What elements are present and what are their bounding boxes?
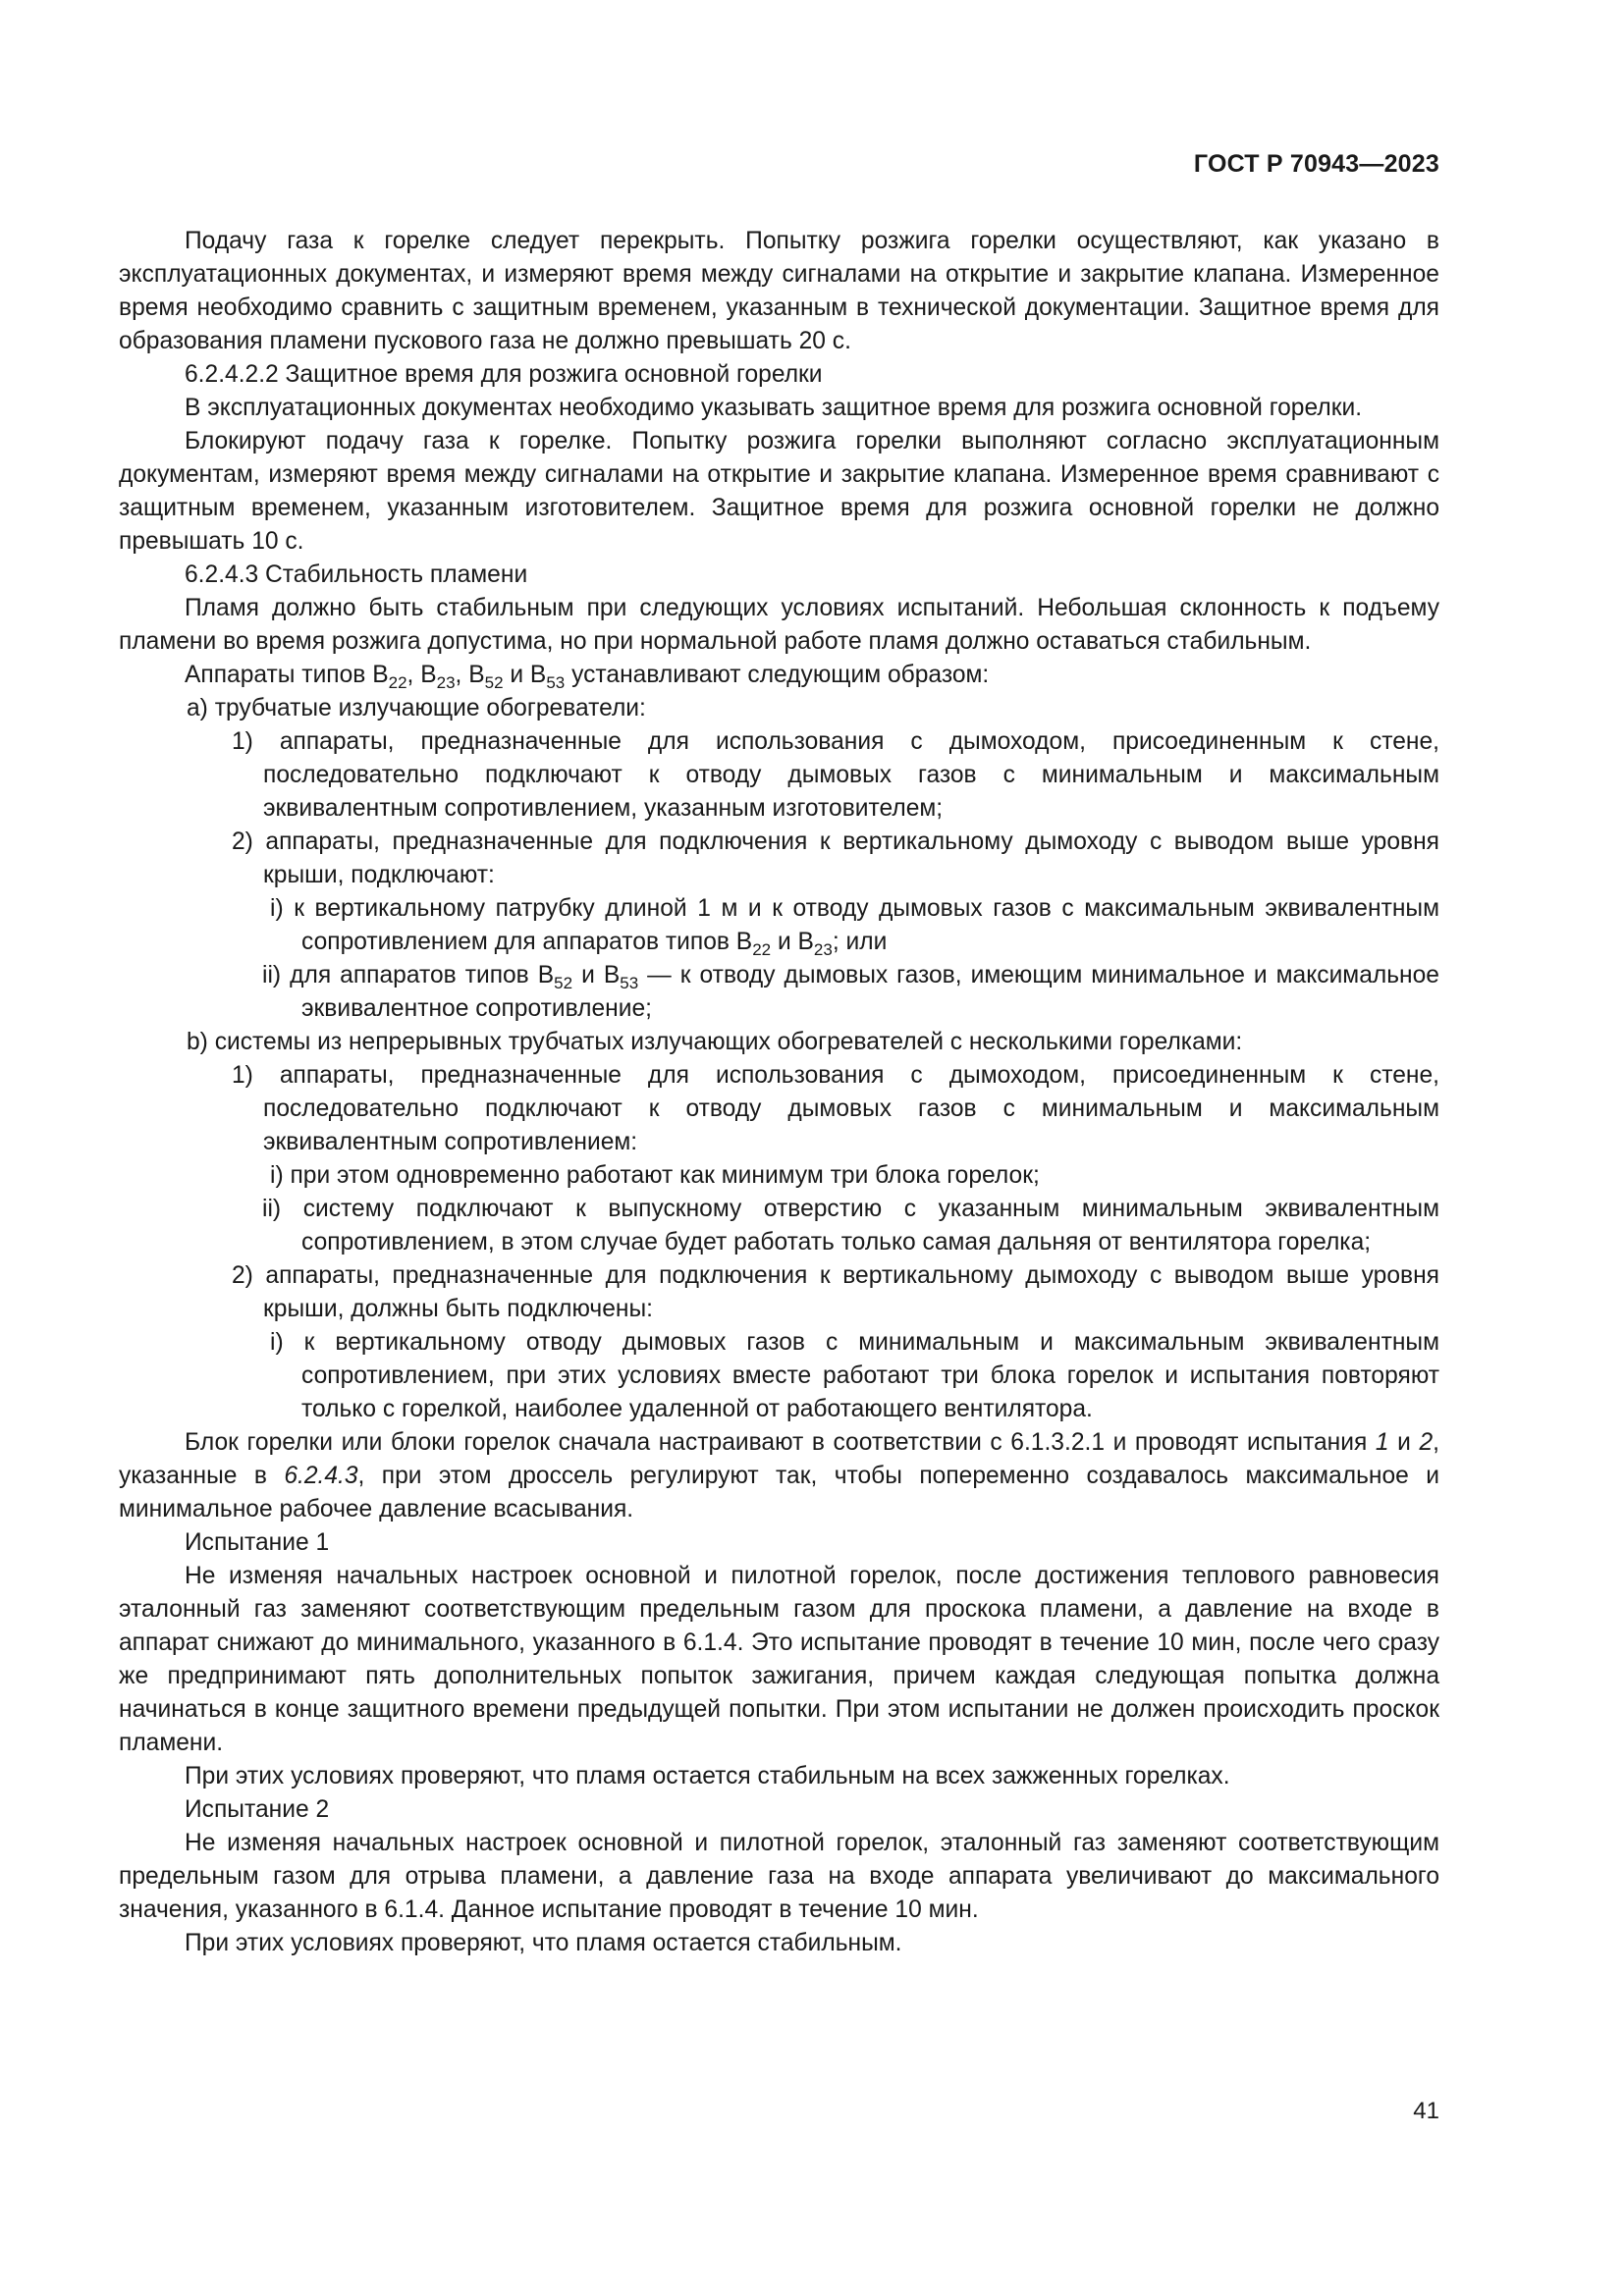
list-item-a-1: 1) аппараты, предназначенные для использования с дымоходом, присоединенным к стене, последовательно подключают к отводу дымовых газов с минимальным и максимальным эквивалентным сопротивлением, указанным изготовителем; [232, 728, 1439, 822]
paragraph-test-2: Не изменяя начальных настроек основной и пилотной горелок, эталонный газ заменяют соответствующим предельным газом для отрыва пламени, а давление газа на входе аппарата увеличивают до максимального значения, указанного в 6.1.4. Данное испытание проводят в течение 10 мин. [119, 1830, 1439, 1923]
document-body [119, 225, 1439, 1960]
paragraph-burner-setup: Блок горелки или блоки горелок сначала настраивают в соответствии с 6.1.3.2.1 и проводят испытания 1 и 2, указанные в 6.2.4.3, при этом дроссель регулируют так, чтобы попеременно создавалось максимальное и минимальное рабочее давление всасывания. [119, 1429, 1439, 1522]
paragraph-flame-stability: Пламя должно быть стабильным при следующих условиях испытаний. Небольшая склонность к подъему пламени во время розжига допустима, но при нормальной работе пламя должно оставаться стабильным. [119, 595, 1439, 655]
list-item-b: b) системы из непрерывных трубчатых излучающих обогревателей с несколькими горелками: [187, 1029, 1243, 1055]
paragraph-appliance-types: Аппараты типов $В_{22}$, $В_{23}$, $В_{52}$ и $В_{53}$ устанавливают следующим образом: [185, 662, 990, 692]
test-2-heading: Испытание 2 [185, 1796, 330, 1823]
test-1-heading: Испытание 1 [185, 1529, 330, 1556]
list-item-a-2: 2) аппараты, предназначенные для подключения к вертикальному дымоходу с выводом выше уровня крыши, подключают: [232, 828, 1439, 888]
list-item-a: а) трубчатые излучающие обогреватели: [187, 695, 646, 721]
list-item-b-1: 1) аппараты, предназначенные для использования с дымоходом, присоединенным к стене, последовательно подключают к отводу дымовых газов с минимальным и максимальным эквивалентным сопротивлением: [232, 1062, 1439, 1155]
list-item-b-2-i: i) к вертикальному отводу дымовых газов с минимальным и максимальным эквивалентным сопротивлением, при этих условиях вместе работают три блока горелок и испытания повторяют только с горелкой, наиболее удаленной от работающего вентилятора. [270, 1329, 1439, 1422]
section-heading-6-2-4-3: 6.2.4.3 Стабильность пламени [185, 561, 528, 588]
paragraph-test-2-check: При этих условиях проверяют, что пламя остается стабильным. [185, 1930, 902, 1956]
paragraph-test-1: Не изменяя начальных настроек основной и пилотной горелок, после достижения теплового равновесия эталонный газ заменяют соответствующим предельным газом для проскока пламени, а давление на входе в аппарат снижают до минимального, указанного в 6.1.4. Это испытание проводят в течение 10 мин, после чего сразу же предпринимают пять дополнительных попыток зажигания, причем каждая следующая попытка должна начинаться в конце защитного времени предыдущей попытки. При этом испытании не должен происходить проскок пламени. [119, 1563, 1439, 1756]
paragraph-test-1-check: При этих условиях проверяют, что пламя остается стабильным на всех зажженных горелках. [185, 1763, 1230, 1789]
section-heading-6-2-4-2-2: 6.2.4.2.2 Защитное время для розжига основной горелки [185, 361, 823, 388]
list-item-b-2: 2) аппараты, предназначенные для подключения к вертикальному дымоходу с выводом выше уровня крыши, должны быть подключены: [232, 1262, 1439, 1322]
paragraph-safety-time-docs: В эксплуатационных документах необходимо указывать защитное время для розжига основной горелки. [185, 395, 1363, 421]
page-number: 41 [1413, 2098, 1439, 2124]
list-item-a-2-ii: ii) для аппаратов типов $В_{52}$ и $В_{53}$ — к отводу дымовых газов, имеющим минимальное и максимальное эквивалентное сопротивление; [262, 962, 1439, 1022]
list-item-a-2-i: i) к вертикальному патрубку длиной 1 м и к отводу дымовых газов с максимальным эквивалентным сопротивлением для аппаратов типов $В_{22}$ и $В_{23}$; или [270, 895, 1439, 959]
list-item-b-1-ii: ii) систему подключают к выпускному отверстию с указанным минимальным эквивалентным сопротивлением, в этом случае будет работать только самая дальняя от вентилятора горелка; [262, 1196, 1439, 1255]
list-item-b-1-i: i) при этом одновременно работают как минимум три блока горелок; [270, 1162, 1040, 1189]
paragraph-gas-shutoff: Подачу газа к горелке следует перекрыть. Попытку розжига горелки осуществляют, как указано в эксплуатационных документах, и измеряют время между сигналами на открытие и закрытие клапана. Измеренное время необходимо сравнить с защитным временем, указанным в технической документации. Защитное время для образования пламени пускового газа не должно превышать 20 с. [119, 228, 1439, 354]
paragraph-safety-time-main-burner: Блокируют подачу газа к горелке. Попытку розжига горелки выполняют согласно эксплуатационным документам, измеряют время между сигналами на открытие и закрытие клапана. Измеренное время сравнивают с защитным временем, указанным изготовителем. Защитное время для розжига основной горелки не должно превышать 10 с. [119, 428, 1439, 555]
document-header: ГОСТ Р 70943—2023 [1193, 150, 1439, 178]
